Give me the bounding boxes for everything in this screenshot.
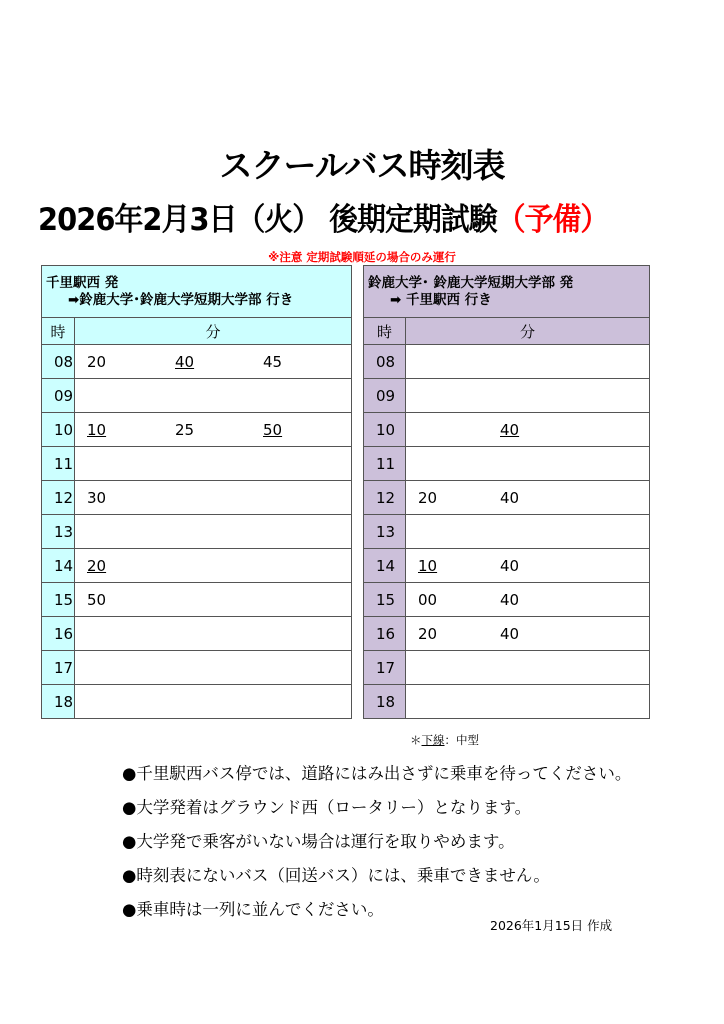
minutes-cell (406, 651, 650, 685)
departure-minute: 45 (263, 352, 283, 371)
route-from: 千里駅西 発 (46, 275, 119, 291)
hour-cell: 17 (364, 651, 406, 685)
hour-cell: 11 (364, 447, 406, 481)
table-row (364, 583, 650, 617)
table-row (42, 617, 352, 651)
table-row (364, 549, 650, 583)
minutes-cell (75, 583, 352, 617)
minutes-cell (75, 447, 352, 481)
minutes-cell (75, 617, 352, 651)
hour-cell: 16 (364, 617, 406, 651)
table-row (42, 345, 352, 379)
legend (410, 732, 479, 748)
route-from: 鈴鹿大学･ 鈴鹿大学短期大学部 発 (368, 275, 574, 291)
hour-cell: 14 (364, 549, 406, 583)
departure-minute: 20 (87, 352, 107, 371)
minutes-cell (75, 345, 352, 379)
table-row (364, 617, 650, 651)
hour-cell: 18 (364, 685, 406, 719)
hour-cell: 15 (364, 583, 406, 617)
hour-cell: 17 (42, 651, 75, 685)
page-title: スクールバス時刻表 (219, 146, 505, 185)
route-header (364, 266, 650, 318)
minutes-cell (75, 685, 352, 719)
hour-cell: 09 (364, 379, 406, 413)
hour-cell: 11 (42, 447, 75, 481)
departure-minute: 00 (418, 590, 438, 609)
route-to: ➡ 千里駅西 行き (390, 292, 492, 308)
table-row (364, 345, 650, 379)
notes-list (122, 760, 631, 930)
departure-minute: 10 (418, 556, 438, 575)
hour-header: 時 (364, 318, 406, 345)
hour-cell: 08 (42, 345, 75, 379)
timetable-left (41, 265, 352, 719)
table-row (42, 413, 352, 447)
minutes-cell (75, 549, 352, 583)
table-row (364, 413, 650, 447)
minutes-cell (406, 583, 650, 617)
minutes-cell (406, 345, 650, 379)
minutes-cell (75, 481, 352, 515)
note-item: ●千里駅西バス停では、道路にはみ出さずに乗車を待ってください。 (122, 764, 632, 783)
table-row (42, 549, 352, 583)
hour-cell: 13 (364, 515, 406, 549)
hour-cell: 18 (42, 685, 75, 719)
minutes-cell (406, 685, 650, 719)
legend-suffix: ：中型 (444, 733, 479, 747)
departure-minute: 40 (500, 624, 520, 643)
table-row (364, 379, 650, 413)
hour-cell: 10 (364, 413, 406, 447)
hour-cell: 14 (42, 549, 75, 583)
table-row (42, 379, 352, 413)
hour-cell: 10 (42, 413, 75, 447)
subtitle-main: 2026年2月3日（火） 後期定期試験 (38, 202, 497, 238)
table-row (42, 481, 352, 515)
hour-cell: 09 (42, 379, 75, 413)
departure-minute: 10 (87, 420, 107, 439)
departure-minute: 40 (500, 590, 520, 609)
note-item: ●大学発で乗客がいない場合は運行を取りやめます。 (122, 832, 515, 851)
table-row (42, 515, 352, 549)
legend-underline: 下線 (421, 733, 445, 747)
table-row (364, 447, 650, 481)
departure-minute: 40 (500, 556, 520, 575)
departure-minute: 25 (175, 420, 195, 439)
departure-minute: 50 (87, 590, 107, 609)
departure-minute: 30 (87, 488, 107, 507)
table-row (42, 447, 352, 481)
minutes-cell (406, 413, 650, 447)
created-date: 2026年1月15日 作成 (490, 918, 613, 933)
departure-minute: 20 (418, 488, 438, 507)
departure-minute: 20 (87, 556, 107, 575)
minutes-cell (406, 515, 650, 549)
route-to: ➡鈴鹿大学･鈴鹿大学短期大学部 行き (68, 292, 294, 308)
hour-cell: 16 (42, 617, 75, 651)
departure-minute: 50 (263, 420, 283, 439)
minutes-cell (406, 617, 650, 651)
note-item: ●大学発着はグラウンド西（ロータリー）となります。 (122, 798, 532, 817)
table-row (42, 651, 352, 685)
hour-cell: 12 (42, 481, 75, 515)
table-row (364, 481, 650, 515)
hour-cell: 15 (42, 583, 75, 617)
hour-cell: 12 (364, 481, 406, 515)
minutes-cell (75, 413, 352, 447)
minutes-cell (406, 447, 650, 481)
departure-minute: 40 (500, 420, 520, 439)
route-header (42, 266, 352, 318)
hour-cell: 08 (364, 345, 406, 379)
table-row (364, 651, 650, 685)
minutes-cell (75, 379, 352, 413)
table-row (364, 685, 650, 719)
minutes-cell (406, 481, 650, 515)
note-item: ●乗車時は一列に並んでください。 (122, 900, 384, 919)
legend-prefix: ＊ (410, 733, 422, 747)
departure-minute: 40 (175, 352, 195, 371)
page-subtitle (38, 194, 608, 239)
minutes-cell (75, 515, 352, 549)
hour-header: 時 (42, 318, 75, 345)
minutes-cell (75, 651, 352, 685)
table-row (364, 515, 650, 549)
notice: ※注意 定期試験順延の場合のみ運行 (268, 250, 456, 264)
departure-minute: 40 (500, 488, 520, 507)
table-row (42, 685, 352, 719)
minute-header: 分 (406, 318, 650, 345)
hour-cell: 13 (42, 515, 75, 549)
departure-minute: 20 (418, 624, 438, 643)
table-row (42, 583, 352, 617)
minutes-cell (406, 379, 650, 413)
note-item: ●時刻表にないバス（回送バス）には、乗車できません。 (122, 866, 550, 885)
subtitle-highlight: （予備） (496, 202, 609, 238)
minute-header: 分 (75, 318, 352, 345)
minutes-cell (406, 549, 650, 583)
timetable-right (363, 265, 650, 719)
